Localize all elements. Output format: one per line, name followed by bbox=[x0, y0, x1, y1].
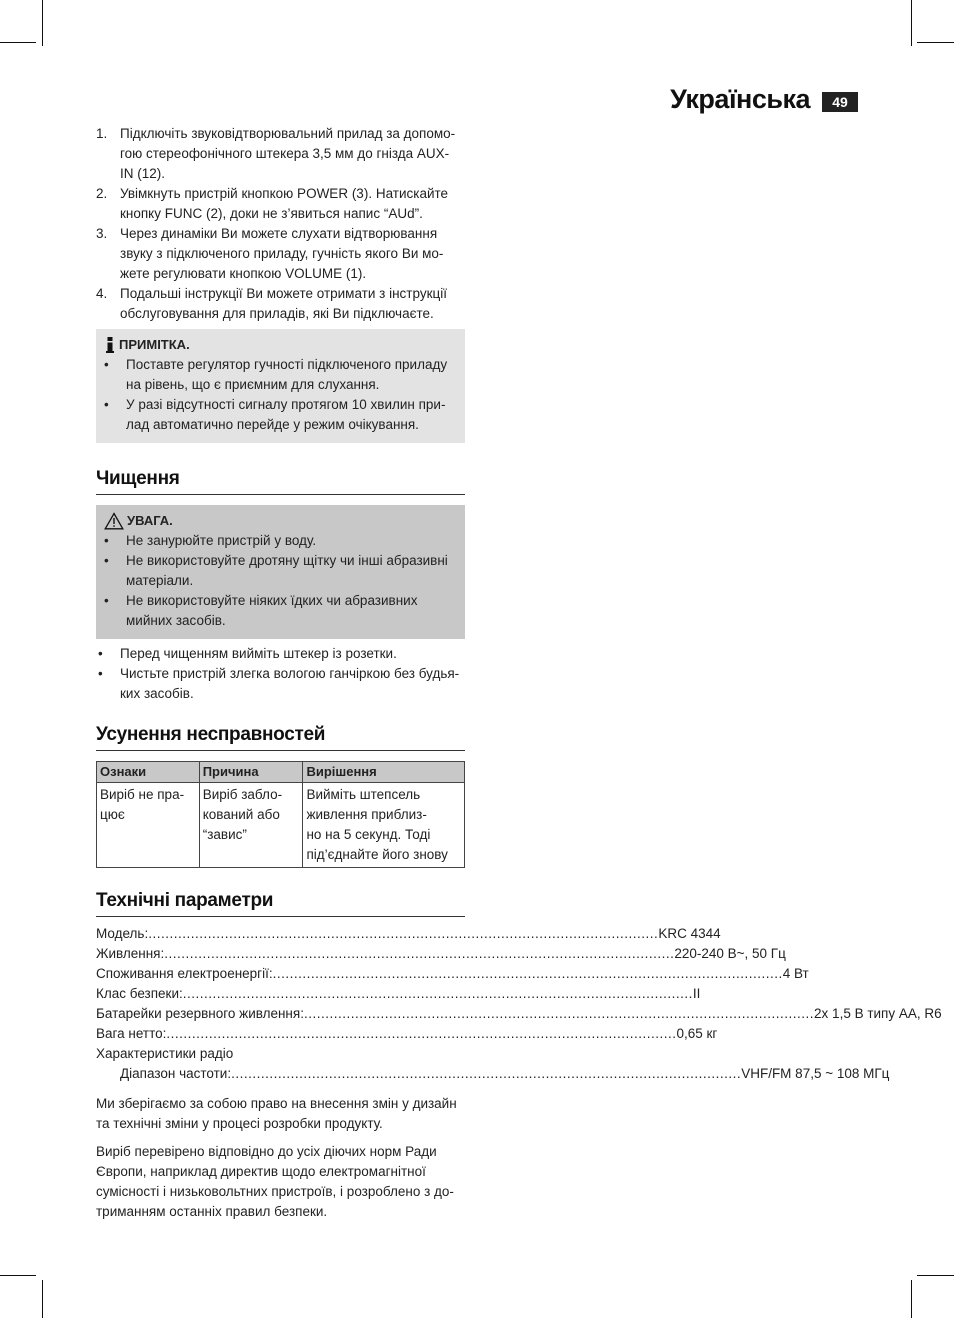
spec-value: II bbox=[692, 986, 701, 1001]
specs-heading: Технічні параметри bbox=[96, 891, 465, 917]
radio-specs-label: Характеристики радіо bbox=[96, 1046, 234, 1061]
spec-label: Живлення: bbox=[96, 946, 165, 961]
leader-dots: ........................................................................................................................ bbox=[231, 1066, 742, 1081]
table-cell bbox=[97, 783, 200, 868]
cell-text: “завис” bbox=[202, 827, 247, 842]
note-text: лад автоматично перейде у режим очікування. bbox=[126, 417, 419, 432]
note-box bbox=[96, 329, 465, 443]
step-item bbox=[96, 184, 465, 224]
crop-mark bbox=[0, 1275, 36, 1276]
cell-text: живлення приблиз- bbox=[306, 807, 427, 822]
cell-text: під’єднайте його знову bbox=[306, 847, 448, 862]
step-number: 4. bbox=[96, 286, 108, 301]
note-text: У разі відсутності сигналу протягом 10 хвилин при- bbox=[126, 397, 446, 412]
note-item bbox=[96, 355, 465, 395]
cell-text: но на 5 секунд. Тоді bbox=[306, 827, 431, 842]
step-text: кнопку FUNC (2), доки не з’явиться напис “AUd”. bbox=[120, 206, 423, 221]
step-item bbox=[96, 124, 465, 184]
bullet: • bbox=[98, 666, 103, 681]
paragraph-line: триманням останніх правил безпеки. bbox=[96, 1204, 328, 1219]
disclaimer-paragraph bbox=[96, 1094, 465, 1134]
cell-text: цює bbox=[100, 807, 125, 822]
crop-mark bbox=[917, 1275, 954, 1276]
spec-value: 4 Вт bbox=[782, 966, 809, 981]
crop-mark bbox=[42, 0, 43, 46]
table-cell bbox=[303, 783, 465, 868]
bullet: • bbox=[104, 397, 109, 412]
spec-label: Споживання електроенергії: bbox=[96, 966, 273, 981]
leader-dots: ........................................................................................................................ bbox=[164, 946, 675, 961]
cleaning-list bbox=[96, 644, 465, 704]
warning-text: мийних засобів. bbox=[126, 613, 226, 628]
spec-value: 0,65 кг bbox=[676, 1026, 718, 1041]
spec-row bbox=[96, 924, 721, 944]
step-number: 2. bbox=[96, 186, 108, 201]
spec-label: Модель: bbox=[96, 926, 149, 941]
column-header: Причина bbox=[199, 762, 303, 783]
bullet: • bbox=[104, 533, 109, 548]
note-text: Поставте регулятор гучності підключеного приладу bbox=[126, 357, 448, 372]
warning-text: Не використовуйте ніяких їдких чи абразивних bbox=[126, 593, 418, 608]
warning-item bbox=[96, 551, 465, 591]
spec-label: Клас безпеки: bbox=[96, 986, 183, 1001]
crop-mark bbox=[911, 1280, 912, 1318]
leader-dots: ........................................................................................................................ bbox=[148, 926, 659, 941]
spec-value: VHF/FM 87,5 ~ 108 МГц bbox=[741, 1066, 890, 1081]
specs-list bbox=[96, 924, 942, 1084]
cleaning-text: ких засобів. bbox=[120, 686, 194, 701]
bullet: • bbox=[98, 646, 103, 661]
spec-value: KRC 4344 bbox=[658, 926, 721, 941]
troubleshooting-heading: Усунення несправностей bbox=[96, 725, 465, 751]
spec-row bbox=[96, 964, 809, 984]
troubleshooting-table bbox=[96, 761, 465, 868]
step-text: Увімкнуть пристрій кнопкою POWER (3). Натискайте bbox=[120, 186, 449, 201]
warning-list bbox=[96, 531, 465, 631]
warning-text: Не занурюйте пристрій у воду. bbox=[126, 533, 317, 548]
note-text: на рівень, що є приємним для слухання. bbox=[126, 377, 380, 392]
step-number: 1. bbox=[96, 126, 108, 141]
note-item bbox=[96, 395, 465, 435]
info-icon bbox=[104, 337, 116, 353]
step-number: 3. bbox=[96, 226, 108, 241]
bullet: • bbox=[104, 357, 109, 372]
aux-steps-list bbox=[96, 124, 465, 324]
warning-title bbox=[96, 511, 465, 531]
warning-item bbox=[96, 591, 465, 631]
warning-title-text: УВАГА. bbox=[127, 513, 173, 528]
cleaning-heading: Чищення bbox=[96, 469, 465, 495]
leader-dots: ........................................................................................................................ bbox=[182, 986, 693, 1001]
crop-mark bbox=[911, 0, 912, 46]
spec-value: 220-240 В~, 50 Гц bbox=[674, 946, 786, 961]
warning-item bbox=[96, 531, 465, 551]
step-text: Підключіть звуковідтворювальний прилад за допомо- bbox=[120, 126, 456, 141]
spec-value: 2x 1,5 В типу AA, R6 bbox=[814, 1006, 942, 1021]
warning-box bbox=[96, 505, 465, 639]
warning-text: Не використовуйте дротяну щітку чи інші абразивні bbox=[126, 553, 448, 568]
crop-mark bbox=[42, 1280, 43, 1318]
leader-dots: ........................................................................................................................ bbox=[166, 1026, 677, 1041]
note-title bbox=[96, 335, 465, 355]
paragraph-line: сумісності і низьковольтних пристроїв, і розроблено з до- bbox=[96, 1184, 454, 1199]
spec-label: Вага нетто: bbox=[96, 1026, 167, 1041]
note-title-text: ПРИМІТКА. bbox=[119, 337, 190, 352]
step-text: IN (12). bbox=[120, 166, 166, 181]
table-cell bbox=[199, 783, 303, 868]
cleaning-item bbox=[96, 664, 465, 704]
cell-text: Вийміть штепсель bbox=[306, 787, 421, 802]
step-text: Через динаміки Ви можете слухати відтворювання bbox=[120, 226, 438, 241]
paragraph-line: Ми зберігаємо за собою право на внесення змін у дизайн bbox=[96, 1096, 457, 1111]
step-text: Подальші інструкції Ви можете отримати з інструкції bbox=[120, 286, 447, 301]
paragraph-line: Виріб перевірено відповідно до усіх діючих норм Ради bbox=[96, 1144, 437, 1159]
cell-text: кований або bbox=[202, 807, 280, 822]
note-list bbox=[96, 355, 465, 435]
bullet: • bbox=[104, 553, 109, 568]
spec-label: Діапазон частоти: bbox=[120, 1066, 232, 1081]
warning-triangle-icon bbox=[104, 512, 124, 530]
spec-row bbox=[96, 1024, 718, 1044]
table-header-row bbox=[97, 762, 465, 783]
compliance-paragraph bbox=[96, 1142, 465, 1222]
cleaning-text: Чистьте пристрій злегка вологою ганчіркою без будья- bbox=[120, 666, 460, 681]
cell-text: Виріб не пра- bbox=[100, 787, 185, 802]
crop-mark bbox=[0, 42, 36, 43]
spec-row bbox=[96, 984, 701, 1004]
content-column bbox=[96, 124, 942, 1222]
bullet: • bbox=[104, 593, 109, 608]
cleaning-text: Перед чищенням вийміть штекер із розетки. bbox=[120, 646, 397, 661]
column-header: Ознаки bbox=[97, 762, 200, 783]
paragraph-line: та технічні зміни у процесі розробки продукту. bbox=[96, 1116, 383, 1131]
step-text: обслуговування для приладів, які Ви підключаєте. bbox=[120, 306, 434, 321]
step-item bbox=[96, 224, 465, 284]
spec-row bbox=[96, 1064, 890, 1084]
page-number: 49 bbox=[822, 92, 858, 112]
leader-dots: ........................................................................................................................ bbox=[303, 1006, 815, 1021]
cleaning-item bbox=[96, 644, 465, 664]
paragraph-line: Європи, наприклад директив щодо електромагнітної bbox=[96, 1164, 426, 1179]
cell-text: Виріб забло- bbox=[202, 787, 283, 802]
spec-row bbox=[96, 944, 786, 964]
step-item bbox=[96, 284, 465, 324]
spec-label: Батарейки резервного живлення: bbox=[96, 1006, 304, 1021]
language-heading: Українська bbox=[670, 84, 810, 114]
step-text: гою стереофонічного штекера 3,5 мм до гнізда AUX- bbox=[120, 146, 450, 161]
table-row bbox=[97, 783, 465, 868]
spec-row bbox=[96, 1004, 942, 1024]
step-text: жете регулювати кнопкою VOLUME (1). bbox=[120, 266, 367, 281]
leader-dots: ........................................................................................................................ bbox=[272, 966, 783, 981]
crop-mark bbox=[917, 42, 954, 43]
warning-text: матеріали. bbox=[126, 573, 194, 588]
step-text: звуку з підключеного приладу, гучність якого Ви мо- bbox=[120, 246, 444, 261]
column-header: Вирішення bbox=[303, 762, 465, 783]
